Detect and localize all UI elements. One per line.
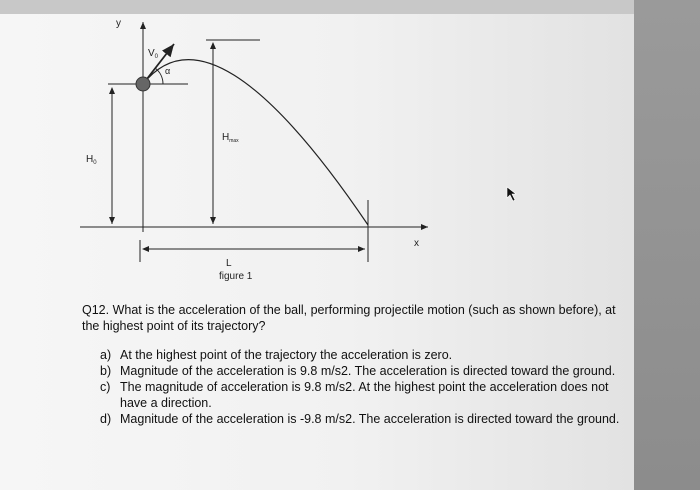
option-text: Magnitude of the acceleration is -9.8 m/s2. The acceleration is directed toward the ground.: [120, 412, 620, 426]
answer-options: [100, 347, 640, 427]
option-d[interactable]: [100, 411, 640, 427]
option-key: a): [100, 348, 112, 362]
option-text: At the highest point of the trajectory the acceleration is zero.: [120, 348, 453, 362]
option-c[interactable]: [100, 379, 640, 411]
ball: [136, 77, 150, 91]
figure-caption: figure 1: [219, 271, 253, 282]
option-text: The magnitude of acceleration is 9.8 m/s2. At the highest point the acceleration does not have a direction.: [120, 380, 609, 410]
option-a[interactable]: [100, 347, 640, 363]
option-key: c): [100, 380, 111, 394]
cursor-icon: [507, 187, 516, 201]
question-text: Q12. What is the acceleration of the ball, performing projectile motion (such as shown before), at the highest point of its trajectory?: [82, 303, 616, 333]
l-label: L: [226, 258, 232, 269]
option-key: b): [100, 364, 112, 378]
option-key: d): [100, 412, 112, 426]
x-axis-label: x: [414, 238, 419, 249]
alpha-label: α: [165, 66, 171, 76]
h0-label: $H_0$: [86, 154, 97, 166]
hmax-label: $H_{max}$: [222, 132, 239, 144]
option-b[interactable]: [100, 363, 640, 379]
option-text: Magnitude of the acceleration is 9.8 m/s2. The acceleration is directed toward the ground.: [120, 364, 616, 378]
v0-label: $V_0$: [148, 48, 159, 60]
y-axis-label: y: [116, 18, 121, 29]
